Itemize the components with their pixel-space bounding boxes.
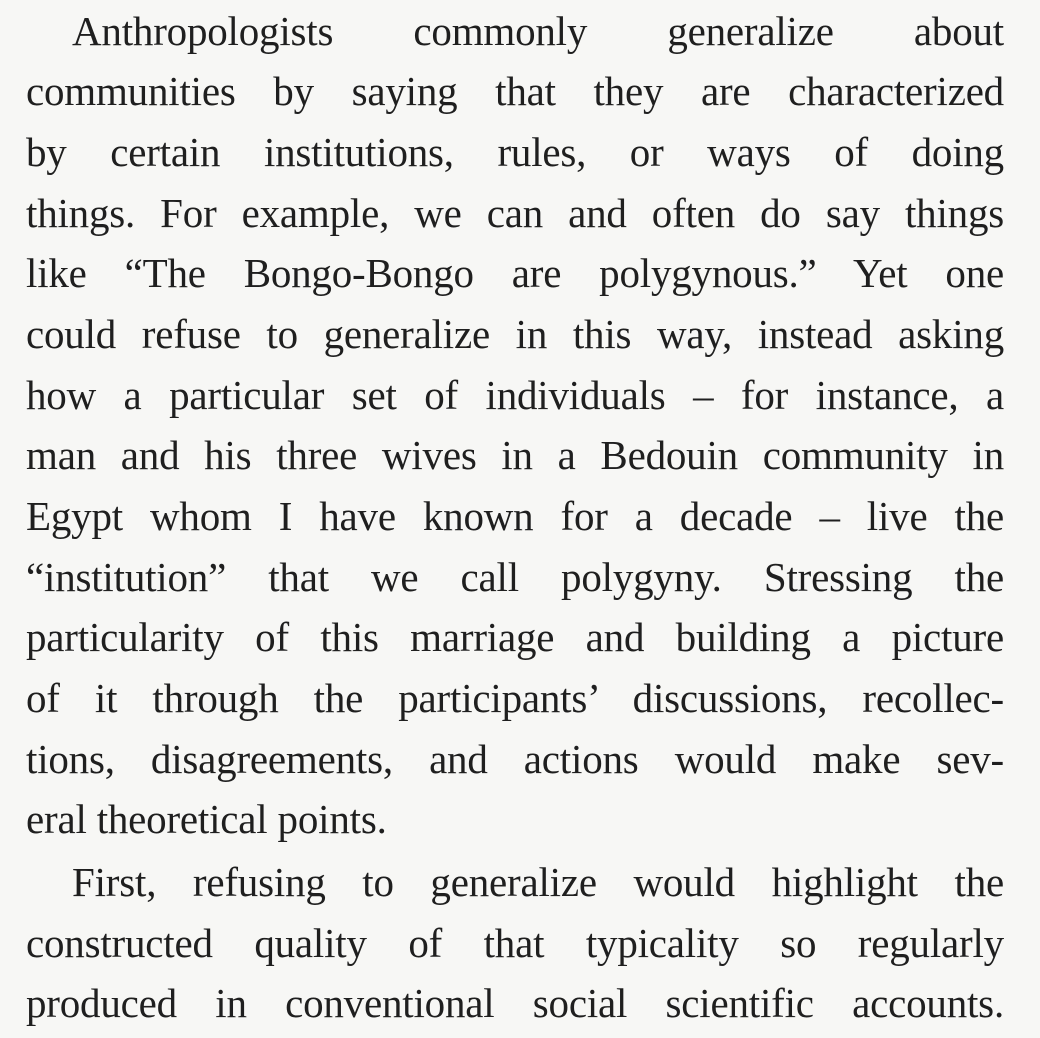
text-line: “institution” that we call polygyny. Stressing the [26,554,1004,600]
text-line: by certain institutions, rules, or ways of doing [26,129,1004,175]
text-line: things. For example, we can and often do say things [26,190,1004,236]
text-line: produced in conventional social scientific accounts. [26,980,1004,1026]
text-line: First, refusing to generalize would highlight the [72,859,1004,905]
text-line: like “The Bongo-Bongo are polygynous.” Yet one [26,250,1004,296]
text-line: tions, disagreements, and actions would make sev- [26,736,1004,782]
text-line: could refuse to generalize in this way, instead asking [26,311,1004,357]
text-line: constructed quality of that typicality so regularly [26,920,1004,966]
text-line: Anthropologists commonly generalize about [72,8,1004,54]
text-line: how a particular set of individuals – for instance, a [26,372,1004,418]
text-line: of it through the participants’ discussions, recollec- [26,675,1004,721]
text-line: Egypt whom I have known for a decade – live the [26,493,1004,539]
text-line: communities by saying that they are characterized [26,68,1004,114]
text-line: particularity of this marriage and building a picture [26,614,1004,660]
text-line: man and his three wives in a Bedouin community in [26,432,1004,478]
text-line: eral theoretical points. [26,796,387,842]
